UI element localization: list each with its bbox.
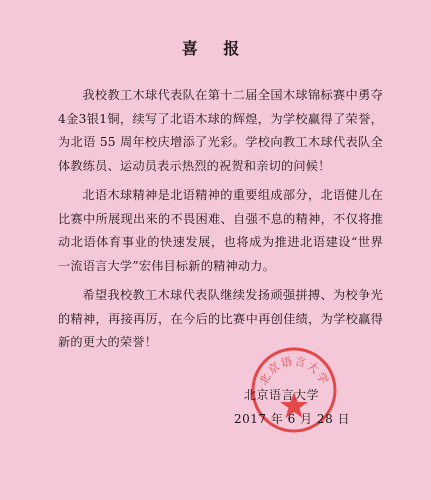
document-title: 喜 报 bbox=[181, 39, 250, 58]
paragraph-3: 希望我校教工木球代表队继续发扬顽强拼搏、为校争光的精神，再接再厉，在今后的比赛中再创佳绩，为学校赢得新的更大的荣誉！ bbox=[58, 288, 383, 349]
svg-text:北京语言大学: 北京语言大学 bbox=[256, 354, 332, 388]
paragraph-2: 北语木球精神是北语精神的重要组成部分，北语健儿在比赛中所展现出来的不畏困难、自强不息的精神，不仅将推动北语体育事业的快速发展，也将成为推进北语建设“世界一流语言大学”宏伟目标新的精神动力。 bbox=[58, 188, 383, 273]
document-body bbox=[58, 84, 383, 361]
paragraph-1: 我校教工木球代表队在第十二届全国木球锦标赛中勇夺4金3银1铜，续写了北语木球的辉煌，为学校赢得了荣誉，为北语 55 周年校庆增添了光彩。学校向教工木球代表队全体教练员、运动员表示热烈的祝贺和亲切的问候！ bbox=[58, 88, 383, 173]
signature-date: 2017 年 6 月 28 日 bbox=[234, 412, 351, 426]
signature-organization: 北京语言大学 bbox=[244, 388, 320, 402]
